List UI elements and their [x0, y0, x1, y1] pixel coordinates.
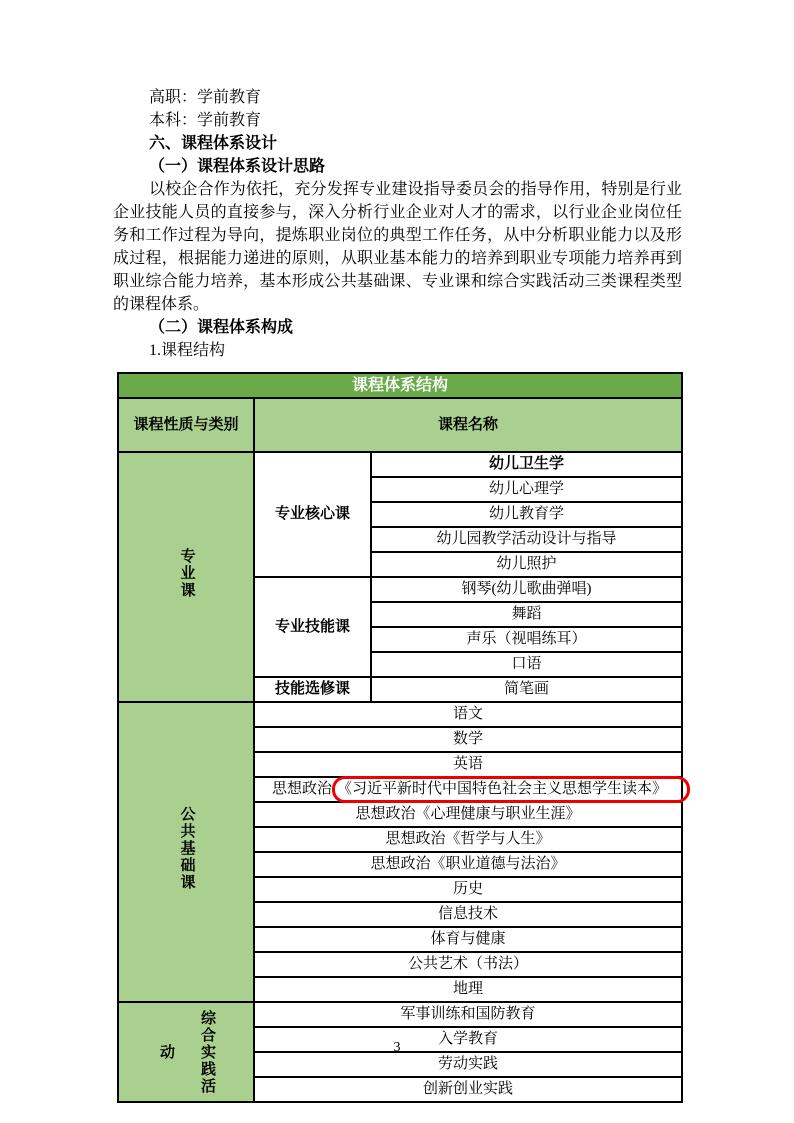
- course-cell: 口语: [371, 652, 682, 677]
- curriculum-structure-table: [117, 372, 683, 1103]
- course-cell: 思想政治《哲学与人生》: [254, 827, 682, 852]
- ideology-prefix: 思想政治: [271, 781, 332, 797]
- group-cell-core: 专业核心课: [254, 452, 371, 577]
- course-cell: 历史: [254, 877, 682, 902]
- course-cell: 幼儿园教学活动设计与指导: [371, 527, 682, 552]
- course-row: [118, 452, 682, 477]
- course-cell: 公共艺术（书法）: [254, 952, 682, 977]
- group-cell-skill: 专业技能课: [254, 577, 371, 677]
- course-cell: 数学: [254, 727, 682, 752]
- design-idea-paragraph: 以校企合作为依托，充分发挥专业建设指导委员会的指导作用，特别是行业企业技能人员的直接参与，深入分析行业企业对人才的需求，以行业企业岗位任务和工作过程为导向，提炼职业岗位的典型工作任务，从中分析职业能力以及形成过程，根据能力递进的原则，从职业基本能力的培养到职业专项能力培养再到职业综合能力培养，基本形成公共基础课、专业课和综合实践活动三类课程类型的课程体系。: [113, 181, 682, 313]
- course-cell: [254, 777, 682, 802]
- category-label-major: 专业课: [178, 547, 195, 599]
- course-cell: 信息技术: [254, 902, 682, 927]
- line-benke: 本科：学前教育: [149, 112, 262, 129]
- line-gaozhi: 高职：学前教育: [149, 89, 262, 106]
- course-cell: 语文: [254, 702, 682, 727]
- page-number: 3: [393, 1040, 401, 1055]
- heading-six: 六、课程体系设计: [149, 135, 278, 152]
- practice-label-left: 动: [158, 1043, 174, 1061]
- group-cell-elective: 技能选修课: [254, 677, 371, 702]
- course-cell: 军事训练和国防教育: [254, 1002, 682, 1027]
- practice-label-right: 综合实践活: [199, 1009, 215, 1095]
- category-label-public-basic: 公共基础课: [178, 805, 195, 891]
- course-cell: 入学教育: [254, 1027, 682, 1052]
- course-cell: 舞蹈: [371, 602, 682, 627]
- course-row: [118, 702, 682, 727]
- category-cell-major: [118, 452, 254, 702]
- course-cell: 英语: [254, 752, 682, 777]
- category-cell-public-basic: [118, 702, 254, 1002]
- course-cell: 幼儿卫生学: [371, 452, 682, 477]
- table-title: 课程体系结构: [118, 373, 682, 398]
- course-cell: 简笔画: [371, 677, 682, 702]
- course-cell: 幼儿心理学: [371, 477, 682, 502]
- heading-composition: （二）课程体系构成: [149, 319, 294, 336]
- course-cell: 体育与健康: [254, 927, 682, 952]
- course-cell: 劳动实践: [254, 1052, 682, 1077]
- heading-design-idea: （一）课程体系设计思路: [149, 158, 326, 175]
- course-cell: 钢琴(幼儿歌曲弹唱): [371, 577, 682, 602]
- course-cell: 声乐（视唱练耳）: [371, 627, 682, 652]
- course-cell: 地理: [254, 977, 682, 1002]
- subheading-structure: 1.课程结构: [149, 342, 226, 359]
- header-course-name: 课程名称: [254, 398, 682, 452]
- course-cell: 思想政治《职业道德与法治》: [254, 852, 682, 877]
- table-title-row: [118, 373, 682, 398]
- course-cell: 幼儿教育学: [371, 502, 682, 527]
- course-cell: 幼儿照护: [371, 552, 682, 577]
- header-category: 课程性质与类别: [118, 398, 254, 452]
- course-cell: 创新创业实践: [254, 1077, 682, 1102]
- table-header-row: [118, 398, 682, 452]
- course-cell: 思想政治《心理健康与职业生涯》: [254, 802, 682, 827]
- course-row: [118, 1002, 682, 1027]
- red-highlight-annotation: 《习近平新时代中国特色社会主义思想学生读本》: [332, 776, 690, 803]
